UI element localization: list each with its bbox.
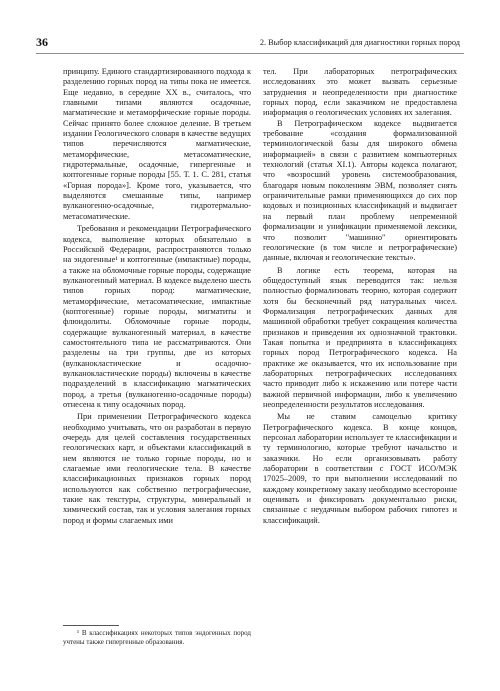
right-column xyxy=(263,67,457,526)
paragraph: В логике есть теорема, которая на общедоступный язык переводится так: нельзя полностью формализовать теорию, которая содержит хотя бы бесконечный ряд натуральных чисел. Формализация петрографических данных для машинной обработки требует сокращения количества признаков и приведения их однозначной трактовки. Такая попытка и предпринята в классификациях горных пород Петрографического кодекса. На практике же оказывается, что их использование при лабораторных петрографических исследованиях часто приводит либо к искажению или потере части важной первичной информации, либо к увеличению неопределенности результатов исследования. xyxy=(263,265,457,409)
running-head: 2. Выбор классификаций для диагностики горных пород xyxy=(259,38,460,47)
paragraph: Требования и рекомендации Петрографического кодекса, выполнение которых обязательно в Российской Федерации, распространяются только на эндогенные¹ и коптогенные (импактные) породы, а также на обломочные горные породы, содержащие вулканогенный материал. В кодексе выделено шесть типов горных пород: магматические, метаморфические, метасоматические, импактные (коптогенные) горные породы, мигматиты и флюидолиты. Обломочные горные породы, содержащие вулканогенный материал, в качестве самостоятельного типа не рассматриваются. Они разделены на три группы, две из которых (вулканокластические и осадочно-вулканокластические породы) включены в качестве подразделений в классификацию магматических пород, а третья (вулканогенно-осадочные породы) отнесена к типу осадочных пород. xyxy=(63,224,251,409)
footnote-rule xyxy=(63,625,119,626)
paragraph: тел. При лабораторных петрографических исследованиях это может вызвать серьезные затруднения и неопределенности при диагностике горных пород, если заказчиком не предоставлена информация о геологических условиях их залегания. xyxy=(263,67,457,118)
paragraph: При применении Петрографического кодекса необходимо учитывать, что он разработан в первую очередь для целей составления государственных геологических карт, и объектами классификаций в нем являются не только горные породы, но и слагаемые ими геологические тела. В качестве классификационных признаков горных пород используются как собственно петрографические, такие как текстуры, структуры, минеральный и химический состав, так и условия залегания горных пород и формы слагаемых ими xyxy=(63,412,251,525)
left-column xyxy=(63,67,251,526)
page-number: 36 xyxy=(36,35,48,49)
page-header xyxy=(36,33,464,61)
paragraph: Мы не ставим самоцелью критику Петрографического кодекса. В конце концов, персонал лаборатории использует те классификации и ту терминологию, которые требуют начальство и заказчики. Но если организовывать работу лаборатории в соответствии с ГОСТ ИСО/МЭК 17025–2009, то при выполнении исследований по каждому конкретному заказу необходимо всесторонне оценивать и фиксировать документально риски, связанные с неудачным выбором рабочих гипотез и классификаций. xyxy=(263,412,457,525)
footnote: ¹ В классификациях некоторых типов эндогенных пород учтены также гипергенные образования. xyxy=(63,629,251,646)
header-rule xyxy=(36,53,464,54)
paragraph: В Петрографическом кодексе выдвигается требование «создания формализованной терминологической базы для широкого обмена информацией» в связи с развитием компьютерных технологий (статья XI.1). Авторы кодекса полагают, что «возросший уровень системообразования, благодаря новым поколениям ЭВМ, позволяет снять ограничительные рамки применяющихся до сих пор кодовых и позиционных классификаций и выдвигает на первый план проблему непременной формализации и унификации применяемой лексики, что позволит "машинно" ориентировать геологические (в том числе и петрографические) данные, включая и геологические тексты». xyxy=(263,118,457,263)
paragraph: принципу. Единого стандартизированного подхода к разделению горных пород на типы пока не имеется. Еще недавно, в середине XX в., считалось, что главными типами являются осадочные, магматические и метаморфические горные породы. Сейчас принято более сложное деление. В третьем издании Геологического словаря в качестве ведущих типов перечисляются магматические, метаморфические, метасоматические, гидротермальные, осадочные, гипергенные и коптогенные горные породы [55. Т. 1. С. 281, статья «Горная порода»]. Кроме того, указывается, что выделяются смешанные типы, например вулканогенно-осадочные, гидротермально-метасоматические. xyxy=(63,67,251,221)
